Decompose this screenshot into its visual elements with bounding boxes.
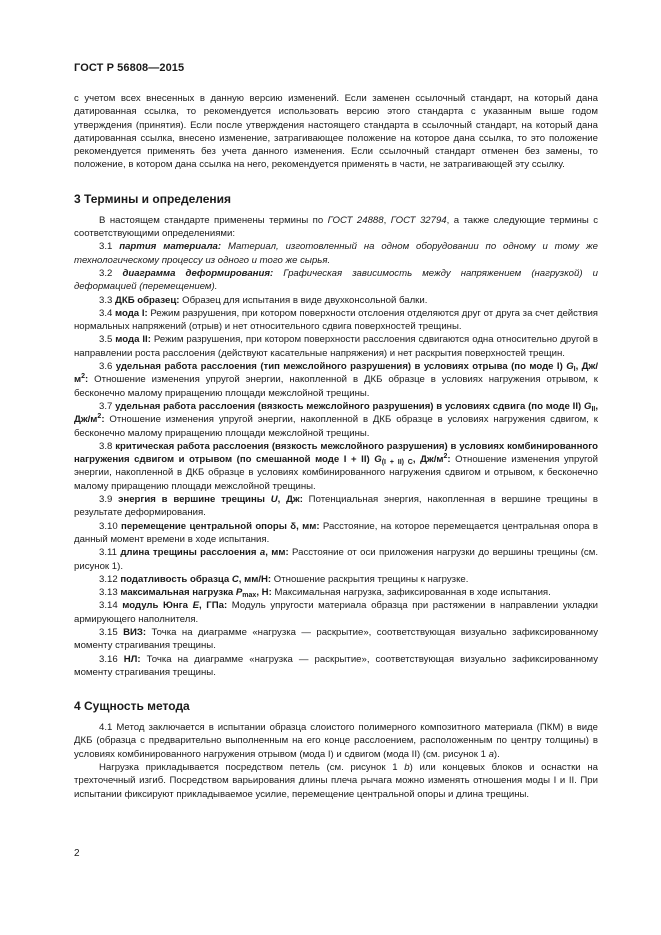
term-3-15-name: ВИЗ:	[123, 626, 147, 638]
reference-gost-32794: ГОСТ 32794	[390, 214, 447, 226]
term-3-7: 3.7 удельная работа расслоения (вязкость межслойного разрушения) в условиях сдвига (по моде II) $G_{II}$, $Дж/м^2$: Отношение изменения упругой энергии, накопленной в ДКБ образце в условиях нагружения сдвигом, к бесконечно малому приращению площади межслойной трещины.	[74, 400, 598, 439]
term-3-14-name: модуль Юнга E, ГПа:	[122, 600, 228, 612]
standard-header: ГОСТ Р 56808—2015	[74, 62, 185, 74]
term-3-11: 3.11 длина трещины расслоения a, мм: Расстояние от оси приложения нагрузки до вершины трещины (см. рисунок 1).	[74, 547, 598, 572]
term-3-2: 3.2 диаграмма деформирования: Графическая зависимость между напряжением (нагрузкой) и деформацией (перемещением).	[74, 267, 598, 293]
term-3-10-name: перемещение центральной опоры δ, мм:	[121, 520, 320, 532]
term-3-7-name: удельная работа расслоения (вязкость межслойного разрушения) в условиях сдвига (по моде II) $G_{II}$, $Дж/м^2$:	[74, 400, 598, 426]
term-3-16: 3.16 НЛ: Точка на диаграмме «нагрузка — раскрытие», соответствующая визуально зафиксированному моменту страгивания трещины.	[74, 653, 598, 678]
term-3-4: 3.4 мода I: Режим разрушения, при котором поверхности отслоения отделяются друг от друга за счет действия нормальных напряжений (отрыв) и нет относительного сдвига поверхностей трещины.	[74, 307, 598, 333]
reference-gost-24888: ГОСТ 24888	[327, 214, 384, 226]
page-number: 2	[74, 848, 80, 859]
term-3-9: 3.9 энергия в вершине трещины U, Дж: Потенциальная энергия, накопленная в вершине трещины в результате деформирования.	[74, 494, 598, 519]
term-3-5-name: мода II:	[115, 334, 151, 346]
term-3-13-name: максимальная нагрузка $P_{max}$, Н:	[120, 587, 272, 600]
intro-paragraph: с учетом всех внесенных в данную версию изменений. Если заменен ссылочный стандарт, на который дана датированная ссылка, то рекомендуется использовать версию этого стандарта с указанным выше годом утверждения (принятия). Если после утверждения настоящего стандарта в ссылочный стандарт, на который дана датированная ссылка, внесено изменение, затрагивающее положение на которое дана ссылка, то это положение рекомендуется применять без учета данного изменения. Если ссылочный стандарт отменен без замены, то положение, в котором дана ссылка на него, рекомендуется применять в части, не затрагивающей эту ссылку.	[74, 93, 598, 171]
term-3-8: 3.8 критическая работа расслоения (вязкость межслойного разрушения) в условиях комбинированного нагружения сдвигом и отрывом (по смешанной моде I + II) $G_{(I + II) C}$, $Дж/м^2$: Отношение изменения упругой энергии, накопленной в ДКБ образце в условиях комбинированного нагружения сдвигом и отрывом, к бесконечно малому приращению площади межслойной трещины.	[74, 440, 598, 492]
term-3-3: 3.3 ДКБ образец: Образец для испытания в виде двухконсольной балки.	[99, 294, 428, 306]
section-3-intro: В настоящем стандарте применены термины по ГОСТ 24888, ГОСТ 32794, а также следующие термины с соответствующими определениями:	[74, 214, 598, 240]
term-3-13: 3.13 максимальная нагрузка $P_{max}$, Н: Максимальная нагрузка, зафиксированная в ходе испытания.	[99, 587, 551, 600]
term-3-6-name: удельная работа расслоения (тип межслойного разрушения) в условиях отрыва (по моде I) $G_I$, $Дж/м^2$:	[74, 361, 598, 386]
term-3-1: 3.1 партия материала: Материал, изготовленный на одном оборудовании по одному и тому же технологическому процессу из одного и того же сырья.	[74, 241, 598, 266]
term-3-12: 3.12 податливость образца C, мм/Н: Отношение раскрытия трещины к нагрузке.	[99, 573, 469, 585]
term-3-16-name: НЛ:	[123, 653, 141, 665]
term-3-8-name: критическая работа расслоения (вязкость межслойного разрушения) в условиях комбинированного нагружения сдвигом и отрывом (по смешанной моде I + II) $G_{(I + II) C}$, $Дж/м^2$:	[74, 440, 598, 467]
term-3-10: 3.10 перемещение центральной опоры δ, мм: Расстояние, на которое перемещается центральная опора в данный момент времени в ходе испытания.	[74, 520, 599, 545]
term-3-4-name: мода I:	[115, 307, 148, 319]
term-3-15: 3.15 ВИЗ: Точка на диаграмме «нагрузка — раскрытие», соответствующая визуально зафиксированному моменту страгивания трещины.	[74, 626, 598, 652]
term-3-9-name: энергия в вершине трещины U, Дж:	[118, 494, 303, 506]
term-3-11-name: длина трещины расслоения a, мм:	[120, 547, 289, 559]
section-4-paragraph-1: 4.1 Метод заключается в испытании образца слоистого полимерного композитного материала (ПКМ) в виде ДКБ (образца с предварительно выполненным на его конце расслоением, расположенным по центру толщины) в условиях комбинированного нагружения отрывом (мода I) и сдвигом (мода II) (см. рисунок 1 а).	[74, 722, 598, 760]
term-3-14: 3.14 модуль Юнга E, ГПа: Модуль упругости материала образца при растяжении в направлении укладки армирующего наполнителя.	[74, 600, 599, 625]
document-body	[74, 78, 598, 801]
term-3-6: 3.6 удельная работа расслоения (тип межслойного разрушения) в условиях отрыва (по моде I) $G_I$, $Дж/м^2$: Отношение изменения упругой энергии, накопленной в ДКБ образце в условиях нагружения отрывом, к бесконечно малому приращению площади межслойной трещины.	[74, 361, 598, 399]
section-4-heading: 4 Сущность метода	[74, 699, 190, 714]
term-3-5: 3.5 мода II: Режим разрушения, при котором поверхности расслоения сдвигаются одна относительно другой в направлении роста расслоения (действуют касательные напряжения) и нет раскрытия поверхностей трещин.	[74, 334, 598, 359]
term-3-3-name: ДКБ образец:	[115, 294, 180, 306]
section-4-paragraph-2: Нагрузка прикладывается посредством петель (см. рисунок 1 b) или концевых блоков и оснастки на трехточечный изгиб. Посредством варьирования длины плеча рычага можно изменять отношения моды I и II. При испытании фиксируют прикладываемое усилие, перемещение центральной опоры и длина трещины.	[74, 762, 598, 800]
term-3-12-name: податливость образца C, мм/Н:	[120, 573, 272, 585]
term-3-2-name: диаграмма деформирования:	[122, 267, 274, 279]
section-3-heading: 3 Термины и определения	[74, 191, 232, 206]
term-3-1-name: партия материала:	[119, 241, 222, 253]
